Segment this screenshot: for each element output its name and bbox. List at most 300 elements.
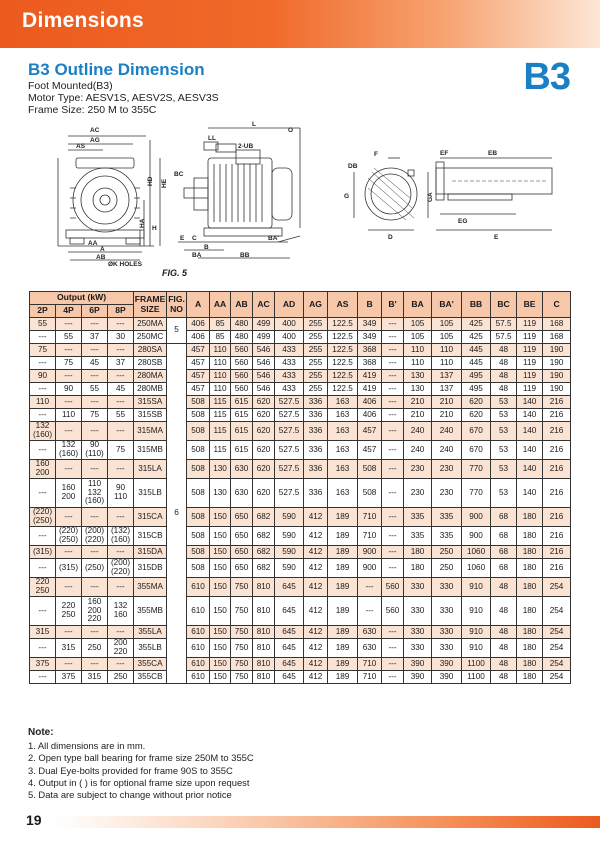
frame-size-cell: 250MC [134, 331, 167, 344]
output-8p-cell: 132 160 [108, 597, 134, 626]
output-6p-cell: --- [82, 460, 108, 479]
dim-header: BC [491, 292, 517, 318]
dimension-cell: 508 [187, 409, 210, 422]
output-4p-cell: --- [56, 318, 82, 331]
dimension-cell: 560 [231, 344, 253, 357]
output-6p-cell: 55 [82, 383, 108, 396]
output-8p-cell: --- [108, 546, 134, 559]
frame-size-cell: 355MA [134, 578, 167, 597]
dimension-cell: 190 [543, 370, 571, 383]
dimension-cell: 1060 [462, 559, 491, 578]
dimension-cell: 412 [304, 626, 328, 639]
output-6p-cell: 110 132 (160) [82, 479, 108, 508]
label-ha: HA [139, 218, 146, 228]
dimension-cell: 682 [253, 546, 275, 559]
dimension-cell: 254 [543, 578, 571, 597]
dimension-cell: 390 [404, 671, 432, 684]
dimension-cell: 163 [328, 479, 358, 508]
dim-header: AG [304, 292, 328, 318]
dimension-cell: 336 [304, 441, 328, 460]
dimension-cell: 412 [304, 546, 328, 559]
output-2p-cell: 160 200 [30, 460, 56, 479]
dimension-cell: 150 [210, 559, 231, 578]
label-ef: EF [440, 150, 449, 157]
dimension-cell: 119 [517, 344, 543, 357]
dimension-cell: 163 [328, 441, 358, 460]
dimension-cell: 140 [517, 409, 543, 422]
frame-size-cell: 315MA [134, 422, 167, 441]
dimension-cell: 590 [275, 527, 304, 546]
dimension-cell: 810 [253, 597, 275, 626]
dimension-cell: 48 [491, 344, 517, 357]
frame-size-text: Frame Size: 250 M to 355C [28, 104, 157, 116]
dim-header: BA [404, 292, 432, 318]
dimension-cell: 650 [231, 546, 253, 559]
label-as: AS [76, 143, 86, 150]
output-6p-cell: --- [82, 422, 108, 441]
dimension-cell: 180 [517, 559, 543, 578]
dimension-cell: 255 [304, 344, 328, 357]
note-item: 4. Output in ( ) is for optional frame size upon request [28, 776, 250, 788]
label-l: L [252, 121, 256, 128]
label-ba: BA [192, 252, 202, 259]
fig-no-cell: 6 [167, 344, 187, 684]
frame-size-cell: 315LA [134, 460, 167, 479]
dimension-cell: 105 [432, 331, 462, 344]
dimension-cell: 508 [187, 508, 210, 527]
label-ba-prime: BA' [268, 235, 279, 242]
frame-size-cell: 280SB [134, 357, 167, 370]
dimension-cell: 425 [462, 331, 491, 344]
dimension-cell: 750 [231, 626, 253, 639]
dimension-cell: 810 [253, 626, 275, 639]
frame-size-cell: 315LB [134, 479, 167, 508]
dimension-cell: 240 [432, 422, 462, 441]
dimension-cell: 189 [328, 527, 358, 546]
dimension-cell: 433 [275, 357, 304, 370]
dimension-cell: 57.5 [491, 318, 517, 331]
dimension-cell: 335 [432, 508, 462, 527]
dimension-cell: 216 [543, 396, 571, 409]
dimension-cell: 150 [210, 671, 231, 684]
output-2p-cell: 90 [30, 370, 56, 383]
dimension-cell: 115 [210, 441, 231, 460]
dimension-cell: 615 [231, 409, 253, 422]
dimension-cell: 336 [304, 422, 328, 441]
dimension-cell: 48 [491, 578, 517, 597]
output-6p-cell: --- [82, 370, 108, 383]
output-8p-cell: --- [108, 578, 134, 597]
label-eg: EG [458, 218, 468, 225]
output-4p-cell: 110 [56, 409, 82, 422]
dimension-cell: 210 [404, 396, 432, 409]
dimension-cell: --- [382, 559, 404, 578]
dimension-cell: 53 [491, 396, 517, 409]
dimension-cell: 48 [491, 383, 517, 396]
dimension-cell: 336 [304, 396, 328, 409]
dimension-cell: 254 [543, 626, 571, 639]
dim-header: C [543, 292, 571, 318]
output-4p-cell: 75 [56, 357, 82, 370]
dimension-cell: 255 [304, 331, 328, 344]
dimension-cell: 419 [358, 370, 382, 383]
table-row [30, 344, 571, 357]
output-8p-cell: 200 220 [108, 639, 134, 658]
output-4p-cell: 55 [56, 331, 82, 344]
table-row [30, 597, 571, 626]
dimension-cell: 682 [253, 527, 275, 546]
dimension-cell: 710 [358, 508, 382, 527]
dimension-cell: 527.5 [275, 460, 304, 479]
dimension-cell: 390 [404, 658, 432, 671]
label-hd: HD [147, 176, 154, 186]
dimension-cell: 645 [275, 671, 304, 684]
dimension-cell: 115 [210, 422, 231, 441]
dimension-cell: 610 [187, 671, 210, 684]
dim-header: AS [328, 292, 358, 318]
dimension-cell: 48 [491, 597, 517, 626]
output-4p-cell: (315) [56, 559, 82, 578]
dimension-cell: 180 [517, 626, 543, 639]
dimension-cell: 110 [404, 357, 432, 370]
dimension-cell: 445 [462, 357, 491, 370]
output-4p-cell: --- [56, 344, 82, 357]
output-2p-cell: (315) [30, 546, 56, 559]
dimension-cell: 210 [404, 409, 432, 422]
dimension-cell: 910 [462, 626, 491, 639]
dimension-cell: 590 [275, 508, 304, 527]
dimension-cell: --- [382, 479, 404, 508]
dimension-cell: 900 [462, 508, 491, 527]
output-2p-cell: --- [30, 441, 56, 460]
dimension-cell: --- [382, 409, 404, 422]
dimension-cell: 140 [517, 460, 543, 479]
dimension-cell: 216 [543, 559, 571, 578]
output-8p-cell: 75 [108, 441, 134, 460]
dimension-cell: 150 [210, 508, 231, 527]
dimension-cell: 620 [253, 441, 275, 460]
dimension-cell: 750 [231, 639, 253, 658]
output-6p-cell: --- [82, 578, 108, 597]
dimension-cell: 189 [328, 671, 358, 684]
dimension-cell: --- [382, 357, 404, 370]
note-item: 2. Open type ball bearing for frame size 250M to 355C [28, 752, 254, 764]
dimension-cell: 140 [517, 422, 543, 441]
dim-header: BB [462, 292, 491, 318]
dimension-cell: 615 [231, 441, 253, 460]
output-4p-cell: 132 (160) [56, 441, 82, 460]
dimension-cell: 140 [517, 441, 543, 460]
dimension-cell: 750 [231, 658, 253, 671]
dimension-cell: 910 [462, 639, 491, 658]
output-4p-cell: --- [56, 422, 82, 441]
dimension-cell: 645 [275, 626, 304, 639]
output-2p-cell: --- [30, 479, 56, 508]
label-ub: 2-UB [238, 143, 254, 150]
pole-header: 6P [82, 305, 108, 318]
output-4p-cell: 315 [56, 639, 82, 658]
dimension-cell: 180 [404, 559, 432, 578]
frame-size-cell: 355LB [134, 639, 167, 658]
dimension-cell: 508 [187, 396, 210, 409]
mounting-text: Foot Mounted(B3) [28, 80, 113, 92]
pole-header: 2P [30, 305, 56, 318]
dimension-cell: 406 [358, 409, 382, 422]
dimension-cell: 240 [404, 422, 432, 441]
dimension-cell: 110 [210, 383, 231, 396]
dimension-cell: 330 [404, 578, 432, 597]
output-2p-cell: --- [30, 671, 56, 684]
table-row [30, 578, 571, 597]
frame-size-cell: 355MB [134, 597, 167, 626]
label-he: HE [161, 178, 168, 188]
label-h: H [152, 225, 157, 232]
dimension-cell: 105 [404, 331, 432, 344]
dimension-cell: 53 [491, 409, 517, 422]
dimension-cell: 508 [187, 527, 210, 546]
dimension-cell: --- [382, 508, 404, 527]
fig-no-cell: 5 [167, 318, 187, 344]
dimension-cell: 130 [404, 370, 432, 383]
output-6p-cell: 160 200 220 [82, 597, 108, 626]
dimension-cell: 400 [275, 318, 304, 331]
dimension-cell: 433 [275, 344, 304, 357]
dimension-cell: 390 [432, 671, 462, 684]
frame-size-cell: 315CA [134, 508, 167, 527]
dimension-cell: 180 [517, 639, 543, 658]
label-b: B [204, 244, 209, 251]
output-4p-cell: (220) (250) [56, 527, 82, 546]
dimension-cell: 546 [253, 344, 275, 357]
dimension-cell: 400 [275, 331, 304, 344]
table-row [30, 422, 571, 441]
dimension-cell: 48 [491, 671, 517, 684]
label-bc: BC [174, 171, 184, 178]
dimension-cell: 670 [462, 441, 491, 460]
dimension-cell: 48 [491, 626, 517, 639]
output-8p-cell: 55 [108, 409, 134, 422]
dimension-cell: --- [382, 639, 404, 658]
dimension-cell: 610 [187, 639, 210, 658]
dimension-cell: 610 [187, 578, 210, 597]
dimension-cell: 189 [328, 546, 358, 559]
output-2p-cell: 220 250 [30, 578, 56, 597]
output-4p-cell: 160 200 [56, 479, 82, 508]
header-band [0, 0, 600, 48]
dimension-cell: 412 [304, 508, 328, 527]
dimension-cell: 110 [210, 370, 231, 383]
dimension-cell: --- [382, 658, 404, 671]
outline-drawing [28, 118, 572, 290]
dimension-cell: 189 [328, 658, 358, 671]
table-row [30, 370, 571, 383]
dimension-cell: 110 [432, 344, 462, 357]
dimension-cell: 119 [517, 383, 543, 396]
dimension-cell: 546 [253, 357, 275, 370]
output-4p-cell: --- [56, 460, 82, 479]
dimension-cell: 150 [210, 546, 231, 559]
dimension-cell: 560 [382, 578, 404, 597]
output-2p-cell: 75 [30, 344, 56, 357]
output-4p-cell: --- [56, 508, 82, 527]
dimension-cell: 910 [462, 578, 491, 597]
dimension-cell: 770 [462, 460, 491, 479]
dim-header: AB [231, 292, 253, 318]
dimension-cell: 412 [304, 671, 328, 684]
dimension-table [29, 291, 571, 684]
dimension-cell: --- [382, 344, 404, 357]
dimension-cell: 645 [275, 658, 304, 671]
dimension-cell: 1100 [462, 658, 491, 671]
dimension-cell: 457 [358, 441, 382, 460]
dimension-cell: 230 [432, 479, 462, 508]
dimension-cell: 216 [543, 527, 571, 546]
dimension-cell: 546 [253, 370, 275, 383]
output-4p-cell: --- [56, 546, 82, 559]
dimension-cell: 189 [328, 597, 358, 626]
dimension-cell: 168 [543, 318, 571, 331]
dimension-cell: 620 [253, 479, 275, 508]
dimension-cell: 335 [404, 527, 432, 546]
dimension-cell: 180 [517, 658, 543, 671]
note-item: 5. Data are subject to change without prior notice [28, 789, 232, 801]
dimension-cell: 419 [358, 383, 382, 396]
label-a: A [100, 246, 105, 253]
output-6p-cell: (250) [82, 559, 108, 578]
dimension-cell: 560 [231, 383, 253, 396]
output-2p-cell: --- [30, 559, 56, 578]
dim-header: AD [275, 292, 304, 318]
dimension-cell: 168 [543, 331, 571, 344]
label-f: F [374, 151, 378, 158]
table-row [30, 383, 571, 396]
dimension-cell: 122.5 [328, 357, 358, 370]
dimension-cell: 620 [462, 409, 491, 422]
dimension-cell: 163 [328, 422, 358, 441]
dimension-cell: 180 [404, 546, 432, 559]
output-2p-cell: 315 [30, 626, 56, 639]
output-8p-cell: 90 110 [108, 479, 134, 508]
table-row [30, 318, 571, 331]
section-title: B3 Outline Dimension [28, 60, 205, 79]
output-8p-cell: 45 [108, 383, 134, 396]
dimension-cell: 445 [462, 344, 491, 357]
dimension-cell: 330 [404, 597, 432, 626]
output-6p-cell: 315 [82, 671, 108, 684]
dimension-cell: 336 [304, 460, 328, 479]
dimension-cell: 390 [432, 658, 462, 671]
dimension-cell: 412 [304, 639, 328, 658]
dimension-cell: 330 [404, 626, 432, 639]
dimension-cell: 645 [275, 578, 304, 597]
frame-size-cell: 355CB [134, 671, 167, 684]
dimension-cell: 110 [210, 344, 231, 357]
dim-header: BE [517, 292, 543, 318]
label-g: G [344, 193, 350, 200]
dimension-cell: 137 [432, 370, 462, 383]
frame-header: FRAME SIZE [134, 292, 167, 318]
dimension-cell: 560 [382, 597, 404, 626]
dimension-cell: 412 [304, 597, 328, 626]
output-2p-cell: 132 (160) [30, 422, 56, 441]
dimension-cell: 480 [231, 331, 253, 344]
dimension-cell: 610 [187, 597, 210, 626]
dimension-cell: 140 [517, 479, 543, 508]
dimension-cell: 85 [210, 318, 231, 331]
dimension-cell: 48 [491, 370, 517, 383]
label-c: C [192, 235, 197, 242]
dimension-cell: 900 [462, 527, 491, 546]
output-2p-cell: --- [30, 597, 56, 626]
output-6p-cell: --- [82, 658, 108, 671]
dimension-cell: 254 [543, 597, 571, 626]
output-6p-cell: 45 [82, 357, 108, 370]
output-8p-cell: (132) (160) [108, 527, 134, 546]
table-row [30, 527, 571, 546]
dimension-cell: 900 [358, 546, 382, 559]
dimension-cell: 412 [304, 658, 328, 671]
dimension-cell: 330 [432, 626, 462, 639]
output-2p-cell: (220) (250) [30, 508, 56, 527]
table-row [30, 626, 571, 639]
output-6p-cell: --- [82, 508, 108, 527]
dimension-cell: 189 [328, 639, 358, 658]
dimension-cell: 620 [253, 409, 275, 422]
dimension-cell: 508 [187, 559, 210, 578]
dimension-cell: 53 [491, 479, 517, 508]
dimension-cell: --- [382, 671, 404, 684]
label-aa: AA [88, 240, 98, 247]
dimension-cell: 68 [491, 527, 517, 546]
dimension-cell: 560 [231, 357, 253, 370]
dimension-cell: 150 [210, 658, 231, 671]
dimension-cell: 560 [231, 370, 253, 383]
dimension-cell: 615 [231, 422, 253, 441]
dimension-cell: 433 [275, 370, 304, 383]
dimension-cell: 180 [517, 671, 543, 684]
output-2p-cell: --- [30, 409, 56, 422]
section-code: B3 [523, 56, 570, 98]
dimension-cell: 254 [543, 671, 571, 684]
notes [28, 727, 254, 801]
frame-size-cell: 355CA [134, 658, 167, 671]
dimension-cell: 335 [404, 508, 432, 527]
dimension-cell: 650 [231, 527, 253, 546]
table-row [30, 546, 571, 559]
table-row [30, 409, 571, 422]
dim-header: BA' [432, 292, 462, 318]
dimension-cell: 499 [253, 318, 275, 331]
dimension-cell: 620 [253, 422, 275, 441]
dimension-cell: 630 [358, 639, 382, 658]
label-ac: AC [90, 127, 100, 134]
dimension-cell: 85 [210, 331, 231, 344]
table-row [30, 479, 571, 508]
table-row [30, 508, 571, 527]
dimension-cell: 810 [253, 639, 275, 658]
dimension-cell: 130 [210, 479, 231, 508]
table-row [30, 357, 571, 370]
dimension-cell: 115 [210, 396, 231, 409]
dimension-cell: 150 [210, 527, 231, 546]
frame-size-cell: 280SA [134, 344, 167, 357]
dimension-cell: 750 [231, 578, 253, 597]
dimension-cell: 710 [358, 671, 382, 684]
dimension-cell: 189 [328, 578, 358, 597]
dimension-cell: 216 [543, 546, 571, 559]
dimension-cell: 499 [253, 331, 275, 344]
dimension-cell: 230 [404, 460, 432, 479]
